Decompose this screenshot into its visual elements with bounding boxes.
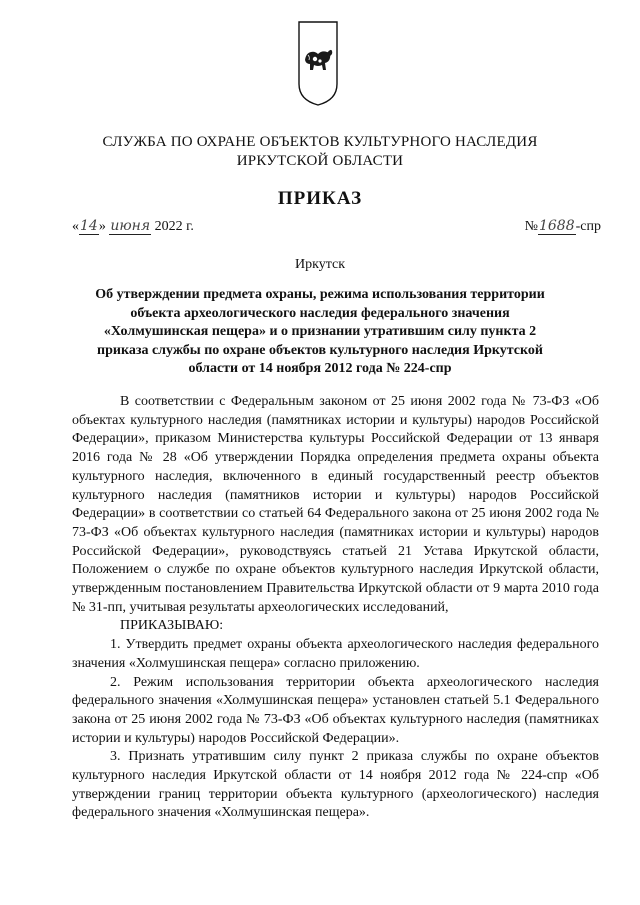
date-month: июня (110, 218, 151, 234)
order-number (525, 218, 601, 235)
agency-name-line-2: ИРКУТСКОЙ ОБЛАСТИ (236, 153, 404, 169)
date-year: 2022 г. (154, 219, 194, 234)
date-close-quote: » (98, 219, 106, 234)
preamble-paragraph: В соответствии с Федеральным законом от 25 июня 2002 года № 73-ФЗ «Об объектах культурного наследия (памятниках истории и культуры) народов Российской Федерации», приказом Министерства культуры Российской Федерации от 13 января 2016 года № 28 «Об утверждении Порядка определения предмета охраны объекта культурного наследия, включенного в единый государственный реестр объектов культурного наследия (памятников истории и культуры) народов Российской Федерации» в соответствии со статьей 64 Федерального закона от 25 июня 2002 года № 73-ФЗ «Об объектах культурного наследия (памятниках истории и культуры) народов Российской Федерации», руководствуясь статьей 21 Устава Иркутской области, Положением о службе по охране объектов культурного наследия Иркутской области, утвержденным постановлением Правительства Иркутской области от 9 марта 2010 года № 31-пп, учитывая результаты археологических исследований, (72, 394, 599, 615)
order-subject-heading: Об утверждении предмета охраны, режима использования территории объекта археологического наследия федерального значения «Холмушинская пещера» и о признании утратившим силу пункта 2 приказа службы по охране объектов культурного наследия Иркутской области от 14 ноября 2012 года № 224-спр (95, 287, 545, 377)
issuing-agency-header (60, 133, 580, 171)
number-suffix: -спр (575, 219, 601, 234)
city-name: Иркутск (294, 257, 346, 272)
order-body (72, 393, 599, 823)
order-directive-word: ПРИКАЗЫВАЮ: (120, 618, 224, 634)
date-open-quote: « (72, 219, 79, 234)
order-item-2: 2. Режим использования территории объекта археологического наследия федерального значения «Холмушинская пещера» установлен статьей 5.1 Федерального закона от 25 июня 2002 года № 73-ФЗ «Об объектах культурного наследия (памятниках истории и культуры) народов Российской Федерации». (72, 674, 599, 746)
order-item-1: 1. Утвердить предмет охраны объекта археологического наследия федерального значения «Холмушинская пещера» согласно приложению. (72, 637, 599, 671)
number-value: 1688 (538, 218, 575, 234)
coat-of-arms-emblem (296, 20, 340, 106)
date-day: 14 (80, 218, 98, 234)
order-item-3: 3. Признать утратившим силу пункт 2 приказа службы по охране объектов культурного наследия Иркутской области от 14 ноября 2012 года № 224-спр «Об утверждении границ территории объекта культурного (археологического) наследия федерального значения «Холмушинская пещера». (72, 749, 599, 821)
agency-name-line-1: СЛУЖБА ПО ОХРАНЕ ОБЪЕКТОВ КУЛЬТУРНОГО НАСЛЕДИЯ (102, 134, 538, 150)
number-prefix: № (524, 219, 538, 234)
order-date (72, 218, 194, 235)
document-type-title: ПРИКАЗ (277, 188, 363, 209)
